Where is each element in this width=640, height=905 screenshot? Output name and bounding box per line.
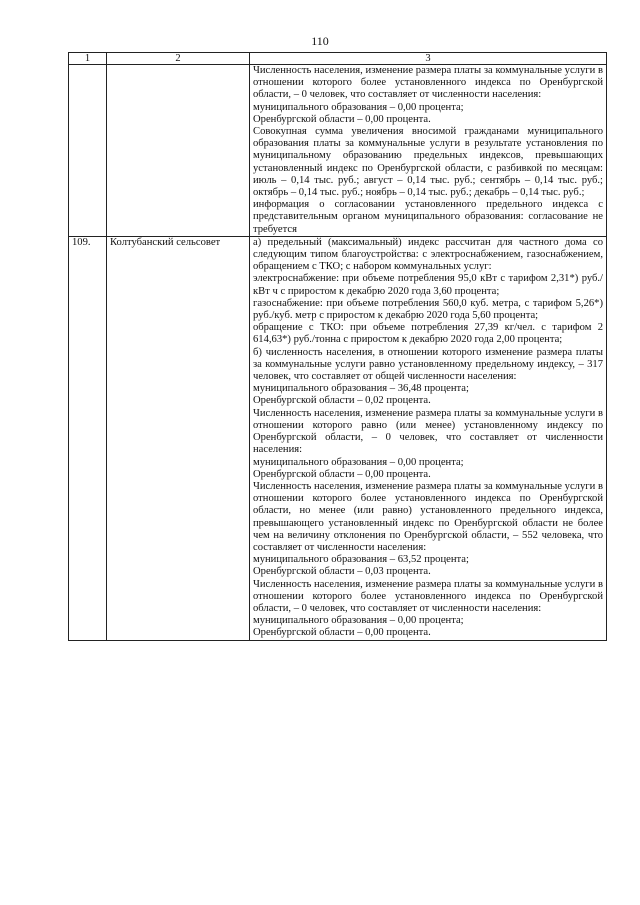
paragraph: муниципального образования – 63,52 процента;	[253, 554, 469, 566]
header-col-1: 1	[69, 53, 107, 65]
page-number: 110	[311, 34, 329, 48]
paragraph: Численность населения, изменение размера платы за коммунальные услуги в отношении которого более установленного индекса по Оренбургской области, – 0 человек, что составляет от численности населения:	[253, 65, 603, 101]
paragraph: информация о согласовании установленного предельного индекса с представительным органом муниципального образования: согласование не требуется	[253, 199, 603, 235]
paragraph: обращение с ТКО: при объеме потребления 27,39 кг/чел. с тарифом 2 614,63*) руб./тонна с приростом к декабрю 2020 года 2,00 процента;	[253, 322, 603, 346]
row-109-text-cell	[250, 236, 607, 640]
continuation-number-cell	[69, 65, 107, 237]
table-row-109	[69, 236, 607, 640]
paragraph: Оренбургской области – 0,00 процента.	[253, 468, 431, 480]
document-table	[68, 52, 607, 641]
paragraph: Оренбургской области – 0,00 процента.	[253, 113, 431, 125]
table-row-continuation	[69, 65, 607, 237]
row-number: 109.	[69, 236, 107, 640]
continuation-text-cell	[250, 65, 607, 237]
paragraph: Численность населения, изменение размера платы за коммунальные услуги в отношении которого равно (или менее) установленному индексу по Оренбургской области, – 0 человек, что составляет от численности населения:	[253, 407, 603, 456]
paragraph: Оренбургской области – 0,02 процента.	[253, 395, 431, 407]
paragraph: Численность населения, изменение размера платы за коммунальные услуги в отношении которого более установленного индекса по Оренбургской области, – 0 человек, что составляет от численности населения:	[253, 578, 603, 614]
continuation-name-cell	[107, 65, 250, 237]
paragraph: Совокупная сумма увеличения вносимой гражданами муниципального образования платы за коммунальные услуги в результате установления по муниципальному образованию предельных индексов, превышающих установленный индекс по Оренбургской области, с разбивкой по месяцам: июль – 0,14 тыс. руб.; август – 0,14 тыс. руб.; сентябрь – 0,14 тыс. руб.; октябрь – 0,14 тыс. руб.; ноябрь – 0,14 тыс. руб.; декабрь – 0,14 тыс. руб.;	[253, 126, 603, 199]
municipality-name: Колтубанский сельсовет	[107, 236, 250, 640]
paragraph: муниципального образования – 0,00 процента;	[253, 101, 464, 113]
paragraph: муниципального образования – 0,00 процента;	[253, 456, 464, 468]
header-col-2: 2	[107, 53, 250, 65]
paragraph: Оренбургской области – 0,00 процента.	[253, 627, 431, 639]
paragraph: Оренбургской области – 0,03 процента.	[253, 566, 431, 578]
paragraph: б) численность населения, в отношении которого изменение размера платы за коммунальные услуги равно установленному предельному индексу, – 317 человек, что составляет от общей численности населения:	[253, 346, 603, 383]
paragraph: Численность населения, изменение размера платы за коммунальные услуги в отношении которого более установленного индекса по Оренбургской области, но менее (или равно) установленного предельного индекса, превышающего установленный индекс по Оренбургской области не более чем на величину отклонения по Оренбургской области, – 552 человека, что составляет от численности населения:	[253, 480, 603, 553]
paragraph: электроснабжение: при объеме потребления 95,0 кВт с тарифом 2,31*) руб./кВт ч с приростом к декабрю 2020 года 3,60 процента;	[253, 273, 603, 297]
paragraph: а) предельный (максимальный) индекс рассчитан для частного дома со следующим типом благоустройства: с электроснабжением, газоснабжением, обращением с ТКО; с набором коммунальных услуг:	[253, 236, 603, 273]
table-header	[69, 53, 607, 65]
paragraph: муниципального образования – 36,48 процента;	[253, 383, 469, 395]
paragraph: муниципального образования – 0,00 процента;	[253, 615, 464, 627]
paragraph: газоснабжение: при объеме потребления 560,0 куб. метра, с тарифом 5,26*) руб./куб. метр с приростом к декабрю 2020 года 5,60 процента;	[253, 297, 603, 322]
header-col-3: 3	[250, 53, 607, 65]
